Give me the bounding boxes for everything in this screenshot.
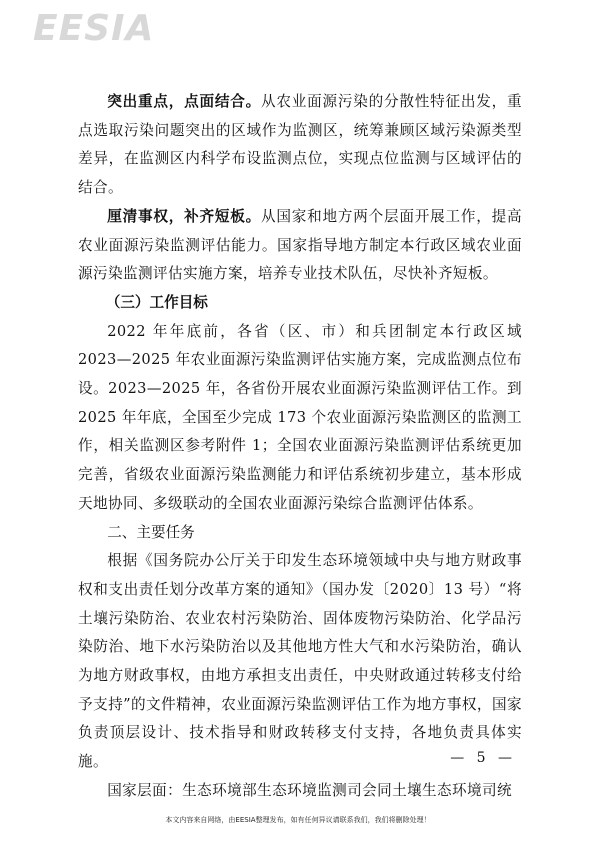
section-heading-main-tasks: 二、主要任务 xyxy=(107,523,195,541)
paragraph-text: 从农业面源污染的分散性特征出发，重点选取污染问题突出的区域作为监测区，统筹兼顾区域污染源类型差异，在监测区内科学布设监测点位，实现点位监测与区域评估的结合。 xyxy=(78,93,522,197)
paragraph-work-goals: 2022 年年底前，各省（区、市）和兵团制定本行政区域 2023—2025 年农业面源污染监测评估实施方案，完成监测点位布设。2023—2025 年，各省份开展农业面源污染监测评估工作。到 2025 年年底，全国至少完成 173 个农业面源污染监测区的监测工作，相关监测区参考附件 1；全国农业面源污染监测评估系统更加完善，省级农业面源污染监测能力和评估系统初步建立，基本形成天地协同、多级联动的全国农业面源污染综合监测评估体系。 xyxy=(78,322,522,512)
paragraph-text: 从国家和地方两个层面开展工作，提高农业面源污染监测评估能力。国家指导地方制定本行政区域农业面源污染监测评估实施方案，培养专业技术队伍，尽快补齐短板。 xyxy=(78,207,522,283)
paragraph-highlight-key-points xyxy=(78,88,522,203)
section-heading-work-goals: （三）工作目标 xyxy=(105,293,208,311)
paragraph-main-tasks: 根据《国务院办公厅关于印发生态环境领域中央与地方财政事权和支出责任划分改革方案的通知》（国办发〔2020〕13 号）“将土壤污染防治、农业农村污染防治、固体废物污染防治、化学品污染防治、地下水污染防治以及其他地方性大气和水污染防治，确认为地方财政事权，由地方承担支出责任，中央财政通过转移支付给予支持”的文件精神，农业面源污染监测评估工作为地方事权，国家负责顶层设计、技术指导和财政转移支付支持，各地负责具体实施。 xyxy=(78,552,522,771)
page-number: — 5 — xyxy=(450,750,516,766)
eesia-watermark-logo: EESIA xyxy=(33,8,155,49)
paragraph-national-level: 国家层面：生态环境部生态环境监测司会同土壤生态环境司统 xyxy=(107,781,513,799)
document-body xyxy=(78,88,522,806)
paragraph-lead-bold: 厘清事权，补齐短板。 xyxy=(107,207,261,225)
paragraph-clarify-responsibilities xyxy=(78,203,522,289)
paragraph-lead-bold: 突出重点，点面结合。 xyxy=(107,93,261,110)
footer-disclaimer: 本文内容来自网络，由EESIA整理发布，如有任何异议请联系我们，我们将删除处理！ xyxy=(165,816,431,824)
